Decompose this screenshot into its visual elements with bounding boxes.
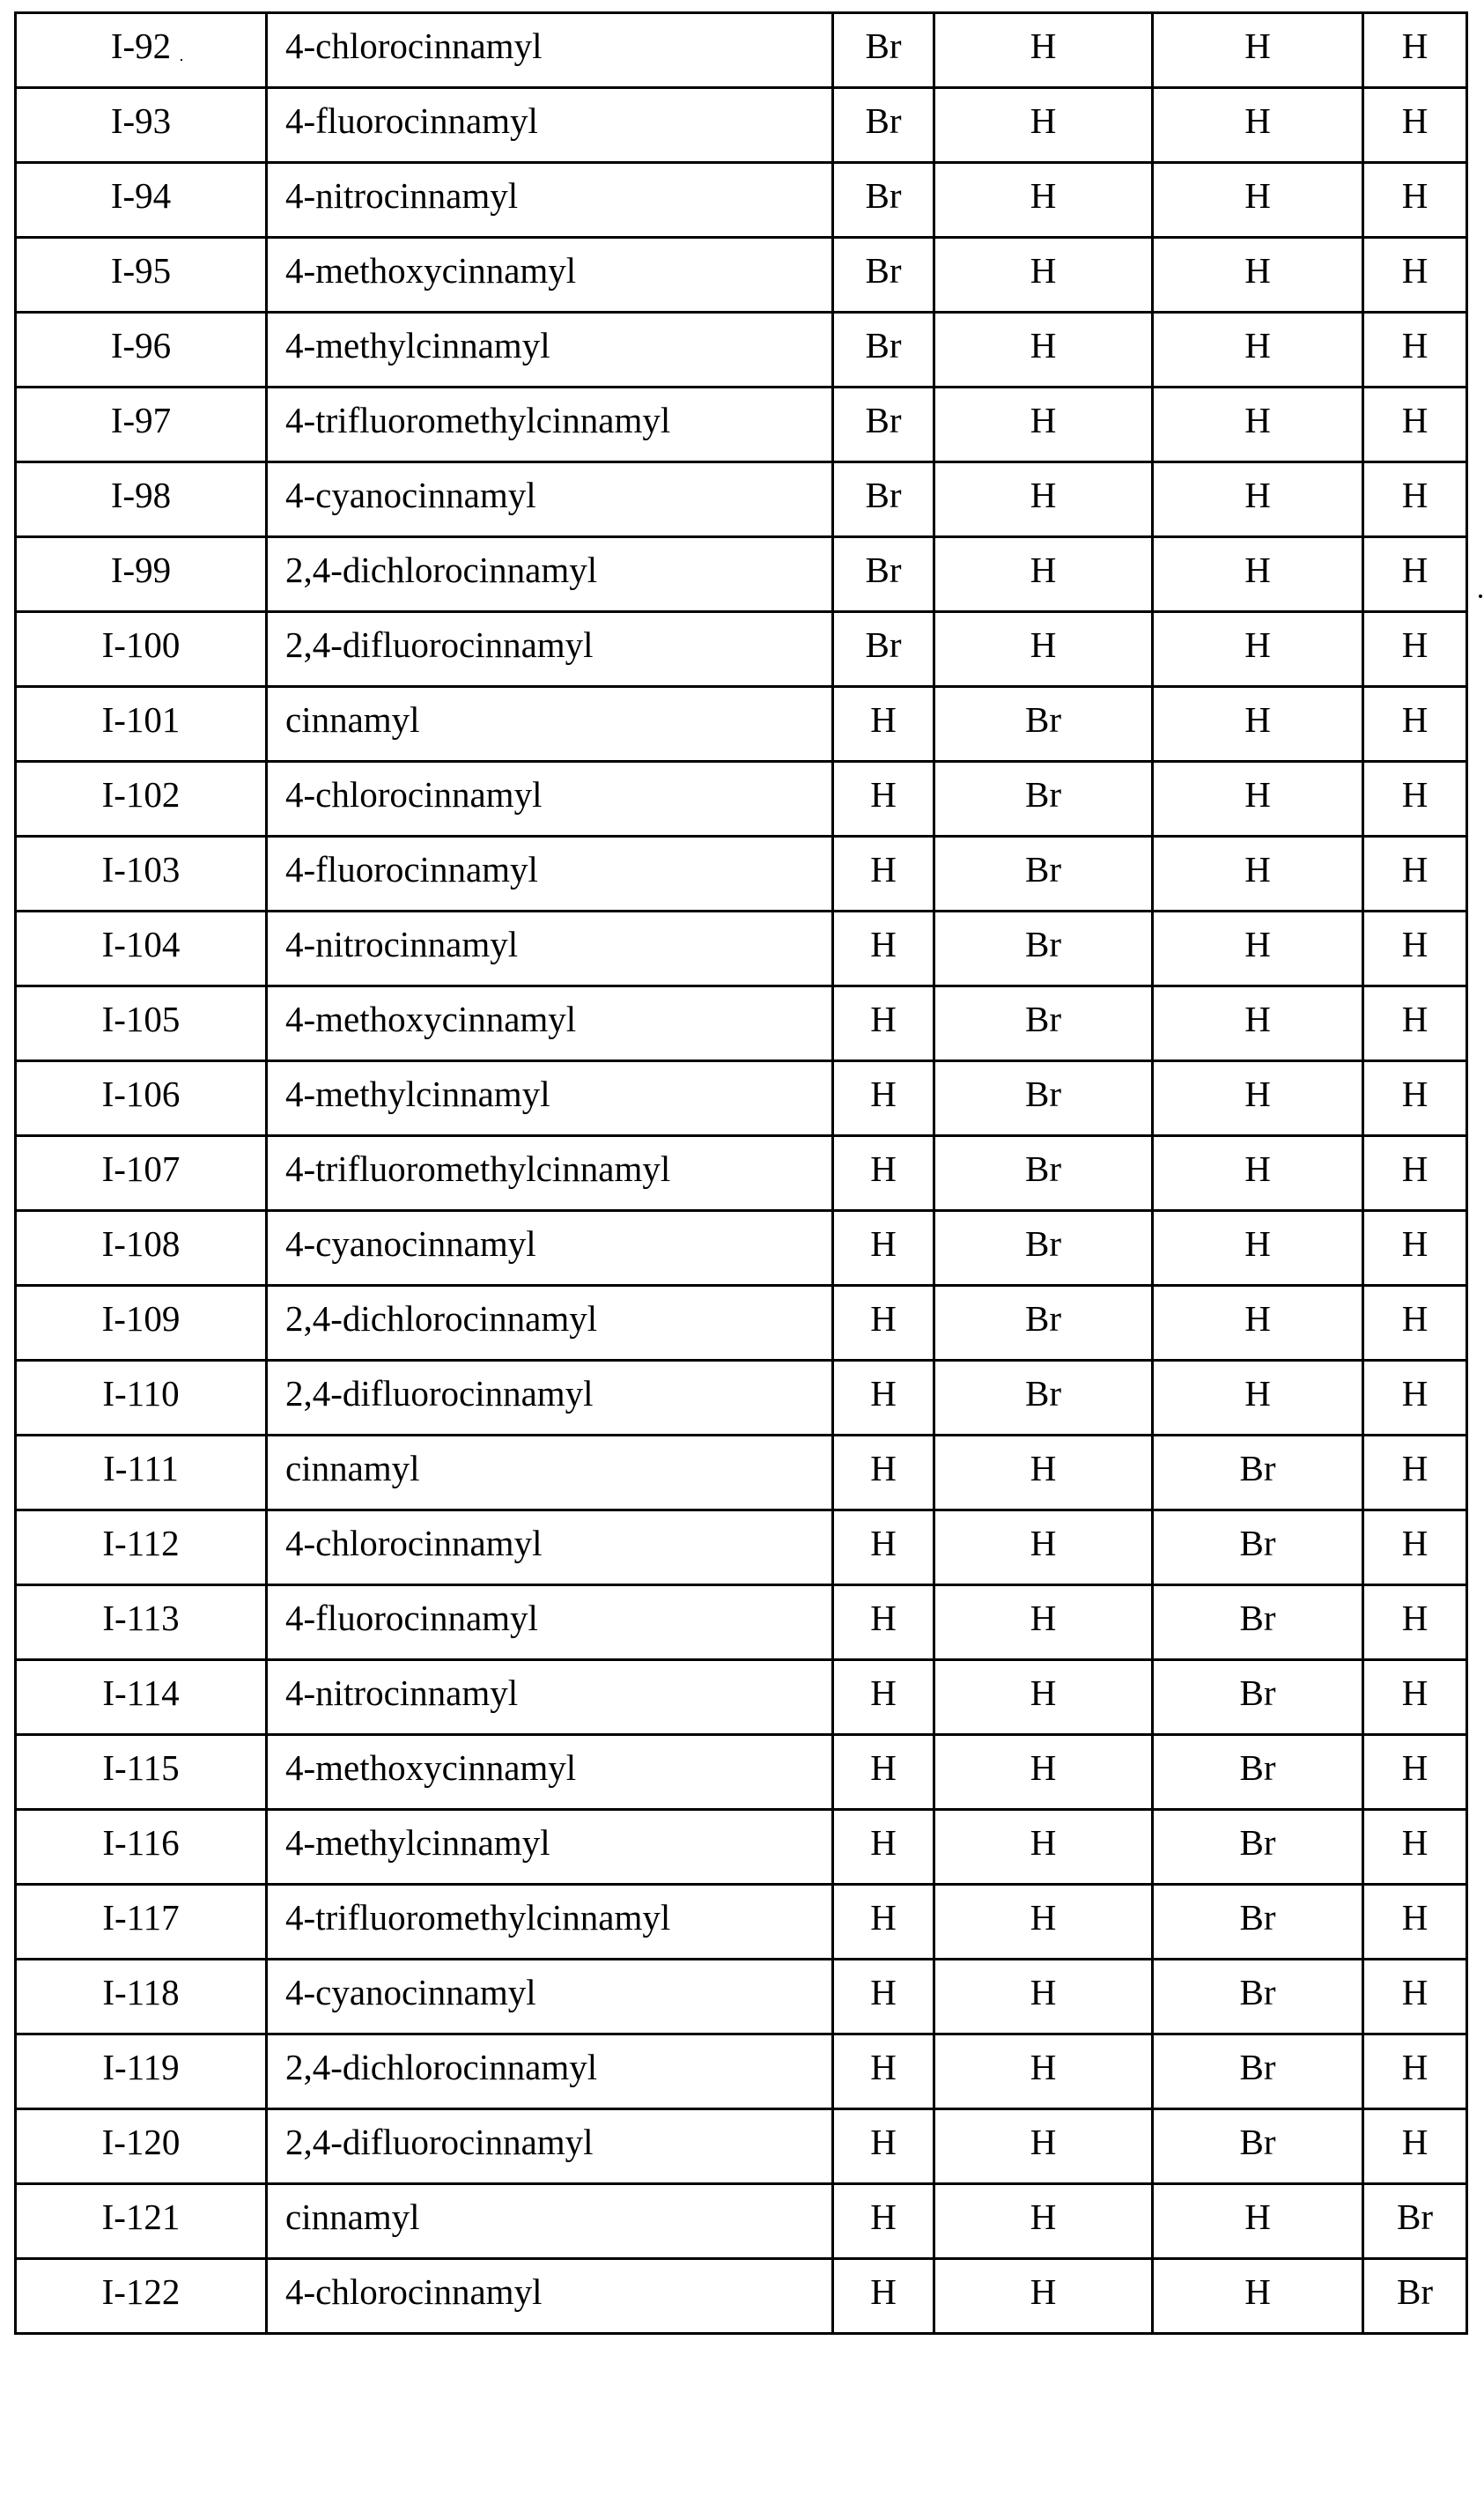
table-row [16, 1510, 1467, 1585]
compound-id-cell: I-121 [16, 2184, 267, 2259]
r3-cell: H [1153, 2259, 1363, 2334]
table-row [16, 1735, 1467, 1810]
table-row [16, 13, 1467, 88]
compound-id-cell: I-117 [16, 1885, 267, 1960]
substituent-cell: cinnamyl [267, 2184, 833, 2259]
substituent-cell: 4-nitrocinnamyl [267, 912, 833, 986]
table-row [16, 388, 1467, 462]
compound-table-body [16, 13, 1467, 2334]
r4-cell: H [1363, 313, 1467, 388]
r3-cell: H [1153, 462, 1363, 537]
r4-cell: H [1363, 1286, 1467, 1361]
scan-artifact-dot [1479, 594, 1482, 598]
compound-id-cell: I-119 [16, 2034, 267, 2109]
table-row [16, 238, 1467, 313]
r3-cell: H [1153, 13, 1363, 88]
r4-cell: H [1363, 1885, 1467, 1960]
substituent-cell: 4-trifluoromethylcinnamyl [267, 1885, 833, 1960]
r4-cell: H [1363, 1061, 1467, 1136]
substituent-cell: cinnamyl [267, 1436, 833, 1510]
compound-id-cell: I-110 [16, 1361, 267, 1436]
r4-cell: H [1363, 1660, 1467, 1735]
r2-cell: H [934, 1885, 1153, 1960]
r3-cell: H [1153, 1361, 1363, 1436]
substituent-cell: 2,4-dichlorocinnamyl [267, 2034, 833, 2109]
r2-cell: H [934, 2109, 1153, 2184]
r1-cell: H [833, 1211, 934, 1286]
r2-cell: Br [934, 687, 1153, 762]
compound-id-cell: I-114 [16, 1660, 267, 1735]
r1-cell: H [833, 1286, 934, 1361]
table-row [16, 1286, 1467, 1361]
r4-cell: H [1363, 837, 1467, 912]
compound-id-cell: I-111 [16, 1436, 267, 1510]
compound-id-cell: I-103 [16, 837, 267, 912]
compound-id-cell: I-118 [16, 1960, 267, 2034]
r3-cell: H [1153, 1136, 1363, 1211]
r4-cell: H [1363, 537, 1467, 612]
r1-cell: Br [833, 462, 934, 537]
compound-id-cell: I-112 [16, 1510, 267, 1585]
compound-id-cell: I-96 [16, 313, 267, 388]
r3-cell: H [1153, 537, 1363, 612]
substituent-cell: 4-methoxycinnamyl [267, 1735, 833, 1810]
substituent-cell: 4-methylcinnamyl [267, 313, 833, 388]
scan-artifact-tick [181, 59, 182, 61]
r1-cell: H [833, 1735, 934, 1810]
table-row [16, 462, 1467, 537]
r1-cell: H [833, 1660, 934, 1735]
r3-cell: Br [1153, 2034, 1363, 2109]
r1-cell: H [833, 1061, 934, 1136]
table-row [16, 313, 1467, 388]
r2-cell: H [934, 1436, 1153, 1510]
r3-cell: Br [1153, 1810, 1363, 1885]
table-row [16, 837, 1467, 912]
r3-cell: H [1153, 88, 1363, 163]
table-row [16, 1810, 1467, 1885]
r2-cell: Br [934, 1361, 1153, 1436]
r1-cell: H [833, 1810, 934, 1885]
r1-cell: Br [833, 537, 934, 612]
substituent-cell: 4-cyanocinnamyl [267, 1960, 833, 2034]
table-row [16, 537, 1467, 612]
r3-cell: H [1153, 313, 1363, 388]
r4-cell: H [1363, 163, 1467, 238]
r1-cell: H [833, 687, 934, 762]
r2-cell: Br [934, 986, 1153, 1061]
r2-cell: Br [934, 837, 1153, 912]
r2-cell: Br [934, 762, 1153, 837]
r4-cell: H [1363, 388, 1467, 462]
r4-cell: H [1363, 88, 1467, 163]
substituent-cell: 4-methylcinnamyl [267, 1810, 833, 1885]
table-row [16, 762, 1467, 837]
r3-cell: H [1153, 612, 1363, 687]
table-row [16, 1885, 1467, 1960]
r1-cell: H [833, 762, 934, 837]
r3-cell: H [1153, 986, 1363, 1061]
substituent-cell: 2,4-difluorocinnamyl [267, 612, 833, 687]
r1-cell: H [833, 2184, 934, 2259]
compound-id-cell: I-99 [16, 537, 267, 612]
r1-cell: H [833, 1436, 934, 1510]
r3-cell: H [1153, 1286, 1363, 1361]
r2-cell: H [934, 1510, 1153, 1585]
table-row [16, 2259, 1467, 2334]
substituent-cell: 4-methylcinnamyl [267, 1061, 833, 1136]
r3-cell: Br [1153, 1960, 1363, 2034]
compound-table-container [14, 11, 1468, 2335]
r4-cell: Br [1363, 2184, 1467, 2259]
r3-cell: Br [1153, 2109, 1363, 2184]
compound-id-cell: I-104 [16, 912, 267, 986]
r2-cell: Br [934, 1061, 1153, 1136]
r1-cell: Br [833, 238, 934, 313]
r1-cell: H [833, 1136, 934, 1211]
r4-cell: H [1363, 762, 1467, 837]
substituent-cell: 4-chlorocinnamyl [267, 1510, 833, 1585]
substituent-cell: 4-fluorocinnamyl [267, 1585, 833, 1660]
r4-cell: H [1363, 13, 1467, 88]
compound-id-cell: I-107 [16, 1136, 267, 1211]
compound-id-cell: I-102 [16, 762, 267, 837]
r1-cell: H [833, 2034, 934, 2109]
r1-cell: Br [833, 313, 934, 388]
r3-cell: H [1153, 163, 1363, 238]
r4-cell: H [1363, 1960, 1467, 2034]
r3-cell: H [1153, 687, 1363, 762]
table-row [16, 687, 1467, 762]
substituent-cell: cinnamyl [267, 687, 833, 762]
substituent-cell: 4-nitrocinnamyl [267, 1660, 833, 1735]
substituent-cell: 4-chlorocinnamyl [267, 2259, 833, 2334]
r2-cell: H [934, 88, 1153, 163]
r1-cell: Br [833, 388, 934, 462]
r1-cell: H [833, 1510, 934, 1585]
r1-cell: Br [833, 88, 934, 163]
r1-cell: H [833, 1361, 934, 1436]
compound-id-cell: I-94 [16, 163, 267, 238]
table-row [16, 163, 1467, 238]
r2-cell: H [934, 537, 1153, 612]
table-row [16, 2109, 1467, 2184]
substituent-cell: 4-chlorocinnamyl [267, 13, 833, 88]
compound-id-cell: I-120 [16, 2109, 267, 2184]
r3-cell: Br [1153, 1735, 1363, 1810]
substituent-cell: 4-methoxycinnamyl [267, 238, 833, 313]
r3-cell: Br [1153, 1660, 1363, 1735]
table-row [16, 1211, 1467, 1286]
r3-cell: Br [1153, 1436, 1363, 1510]
compound-id-cell: I-105 [16, 986, 267, 1061]
r3-cell: Br [1153, 1585, 1363, 1660]
r2-cell: Br [934, 1286, 1153, 1361]
r2-cell: H [934, 1660, 1153, 1735]
r3-cell: Br [1153, 1885, 1363, 1960]
substituent-cell: 2,4-dichlorocinnamyl [267, 1286, 833, 1361]
r4-cell: H [1363, 2109, 1467, 2184]
table-row [16, 1660, 1467, 1735]
r3-cell: Br [1153, 1510, 1363, 1585]
r2-cell: H [934, 238, 1153, 313]
r2-cell: H [934, 163, 1153, 238]
r2-cell: H [934, 612, 1153, 687]
compound-table [14, 11, 1468, 2335]
table-row [16, 1361, 1467, 1436]
r1-cell: H [833, 2109, 934, 2184]
table-row [16, 1585, 1467, 1660]
r3-cell: H [1153, 1211, 1363, 1286]
substituent-cell: 4-trifluoromethylcinnamyl [267, 388, 833, 462]
r4-cell: H [1363, 1510, 1467, 1585]
compound-id-cell: I-108 [16, 1211, 267, 1286]
compound-id-cell: I-116 [16, 1810, 267, 1885]
substituent-cell: 4-trifluoromethylcinnamyl [267, 1136, 833, 1211]
substituent-cell: 4-chlorocinnamyl [267, 762, 833, 837]
r1-cell: Br [833, 612, 934, 687]
compound-id-cell: I-122 [16, 2259, 267, 2334]
substituent-cell: 4-fluorocinnamyl [267, 837, 833, 912]
r1-cell: H [833, 1885, 934, 1960]
substituent-cell: 4-nitrocinnamyl [267, 163, 833, 238]
r2-cell: H [934, 2184, 1153, 2259]
substituent-cell: 2,4-dichlorocinnamyl [267, 537, 833, 612]
compound-id-cell: I-95 [16, 238, 267, 313]
r3-cell: H [1153, 762, 1363, 837]
substituent-cell: 2,4-difluorocinnamyl [267, 2109, 833, 2184]
r2-cell: H [934, 1810, 1153, 1885]
substituent-cell: 4-cyanocinnamyl [267, 1211, 833, 1286]
r2-cell: H [934, 1735, 1153, 1810]
r3-cell: H [1153, 238, 1363, 313]
r3-cell: H [1153, 1061, 1363, 1136]
table-row [16, 1960, 1467, 2034]
r4-cell: H [1363, 1136, 1467, 1211]
r4-cell: H [1363, 687, 1467, 762]
r4-cell: H [1363, 1735, 1467, 1810]
r2-cell: H [934, 313, 1153, 388]
table-row [16, 986, 1467, 1061]
r2-cell: H [934, 462, 1153, 537]
r1-cell: H [833, 2259, 934, 2334]
r2-cell: H [934, 2259, 1153, 2334]
r4-cell: H [1363, 2034, 1467, 2109]
compound-id-cell: I-106 [16, 1061, 267, 1136]
table-row [16, 2184, 1467, 2259]
r1-cell: Br [833, 13, 934, 88]
table-row [16, 1061, 1467, 1136]
r3-cell: H [1153, 837, 1363, 912]
r1-cell: H [833, 1960, 934, 2034]
r4-cell: H [1363, 238, 1467, 313]
compound-id-cell: I-115 [16, 1735, 267, 1810]
r2-cell: H [934, 13, 1153, 88]
compound-id-cell: I-93 [16, 88, 267, 163]
r3-cell: H [1153, 2184, 1363, 2259]
r4-cell: H [1363, 986, 1467, 1061]
compound-id-cell: I-98 [16, 462, 267, 537]
r4-cell: Br [1363, 2259, 1467, 2334]
table-row [16, 88, 1467, 163]
r2-cell: H [934, 1585, 1153, 1660]
r4-cell: H [1363, 612, 1467, 687]
r2-cell: Br [934, 1136, 1153, 1211]
r2-cell: Br [934, 912, 1153, 986]
r4-cell: H [1363, 1585, 1467, 1660]
table-row [16, 2034, 1467, 2109]
substituent-cell: 2,4-difluorocinnamyl [267, 1361, 833, 1436]
r4-cell: H [1363, 1211, 1467, 1286]
r1-cell: H [833, 1585, 934, 1660]
compound-id-cell: I-92 [16, 13, 267, 88]
r2-cell: H [934, 2034, 1153, 2109]
substituent-cell: 4-fluorocinnamyl [267, 88, 833, 163]
r4-cell: H [1363, 1436, 1467, 1510]
r2-cell: H [934, 1960, 1153, 2034]
table-row [16, 912, 1467, 986]
compound-id-cell: I-100 [16, 612, 267, 687]
compound-id-cell: I-97 [16, 388, 267, 462]
r1-cell: H [833, 912, 934, 986]
table-row [16, 612, 1467, 687]
substituent-cell: 4-methoxycinnamyl [267, 986, 833, 1061]
r1-cell: H [833, 986, 934, 1061]
r4-cell: H [1363, 1361, 1467, 1436]
compound-id-cell: I-109 [16, 1286, 267, 1361]
r1-cell: H [833, 837, 934, 912]
compound-id-cell: I-101 [16, 687, 267, 762]
compound-id-cell: I-113 [16, 1585, 267, 1660]
r1-cell: Br [833, 163, 934, 238]
r2-cell: Br [934, 1211, 1153, 1286]
r4-cell: H [1363, 462, 1467, 537]
r2-cell: H [934, 388, 1153, 462]
r4-cell: H [1363, 912, 1467, 986]
table-row [16, 1136, 1467, 1211]
r3-cell: H [1153, 388, 1363, 462]
substituent-cell: 4-cyanocinnamyl [267, 462, 833, 537]
r4-cell: H [1363, 1810, 1467, 1885]
r3-cell: H [1153, 912, 1363, 986]
table-row [16, 1436, 1467, 1510]
